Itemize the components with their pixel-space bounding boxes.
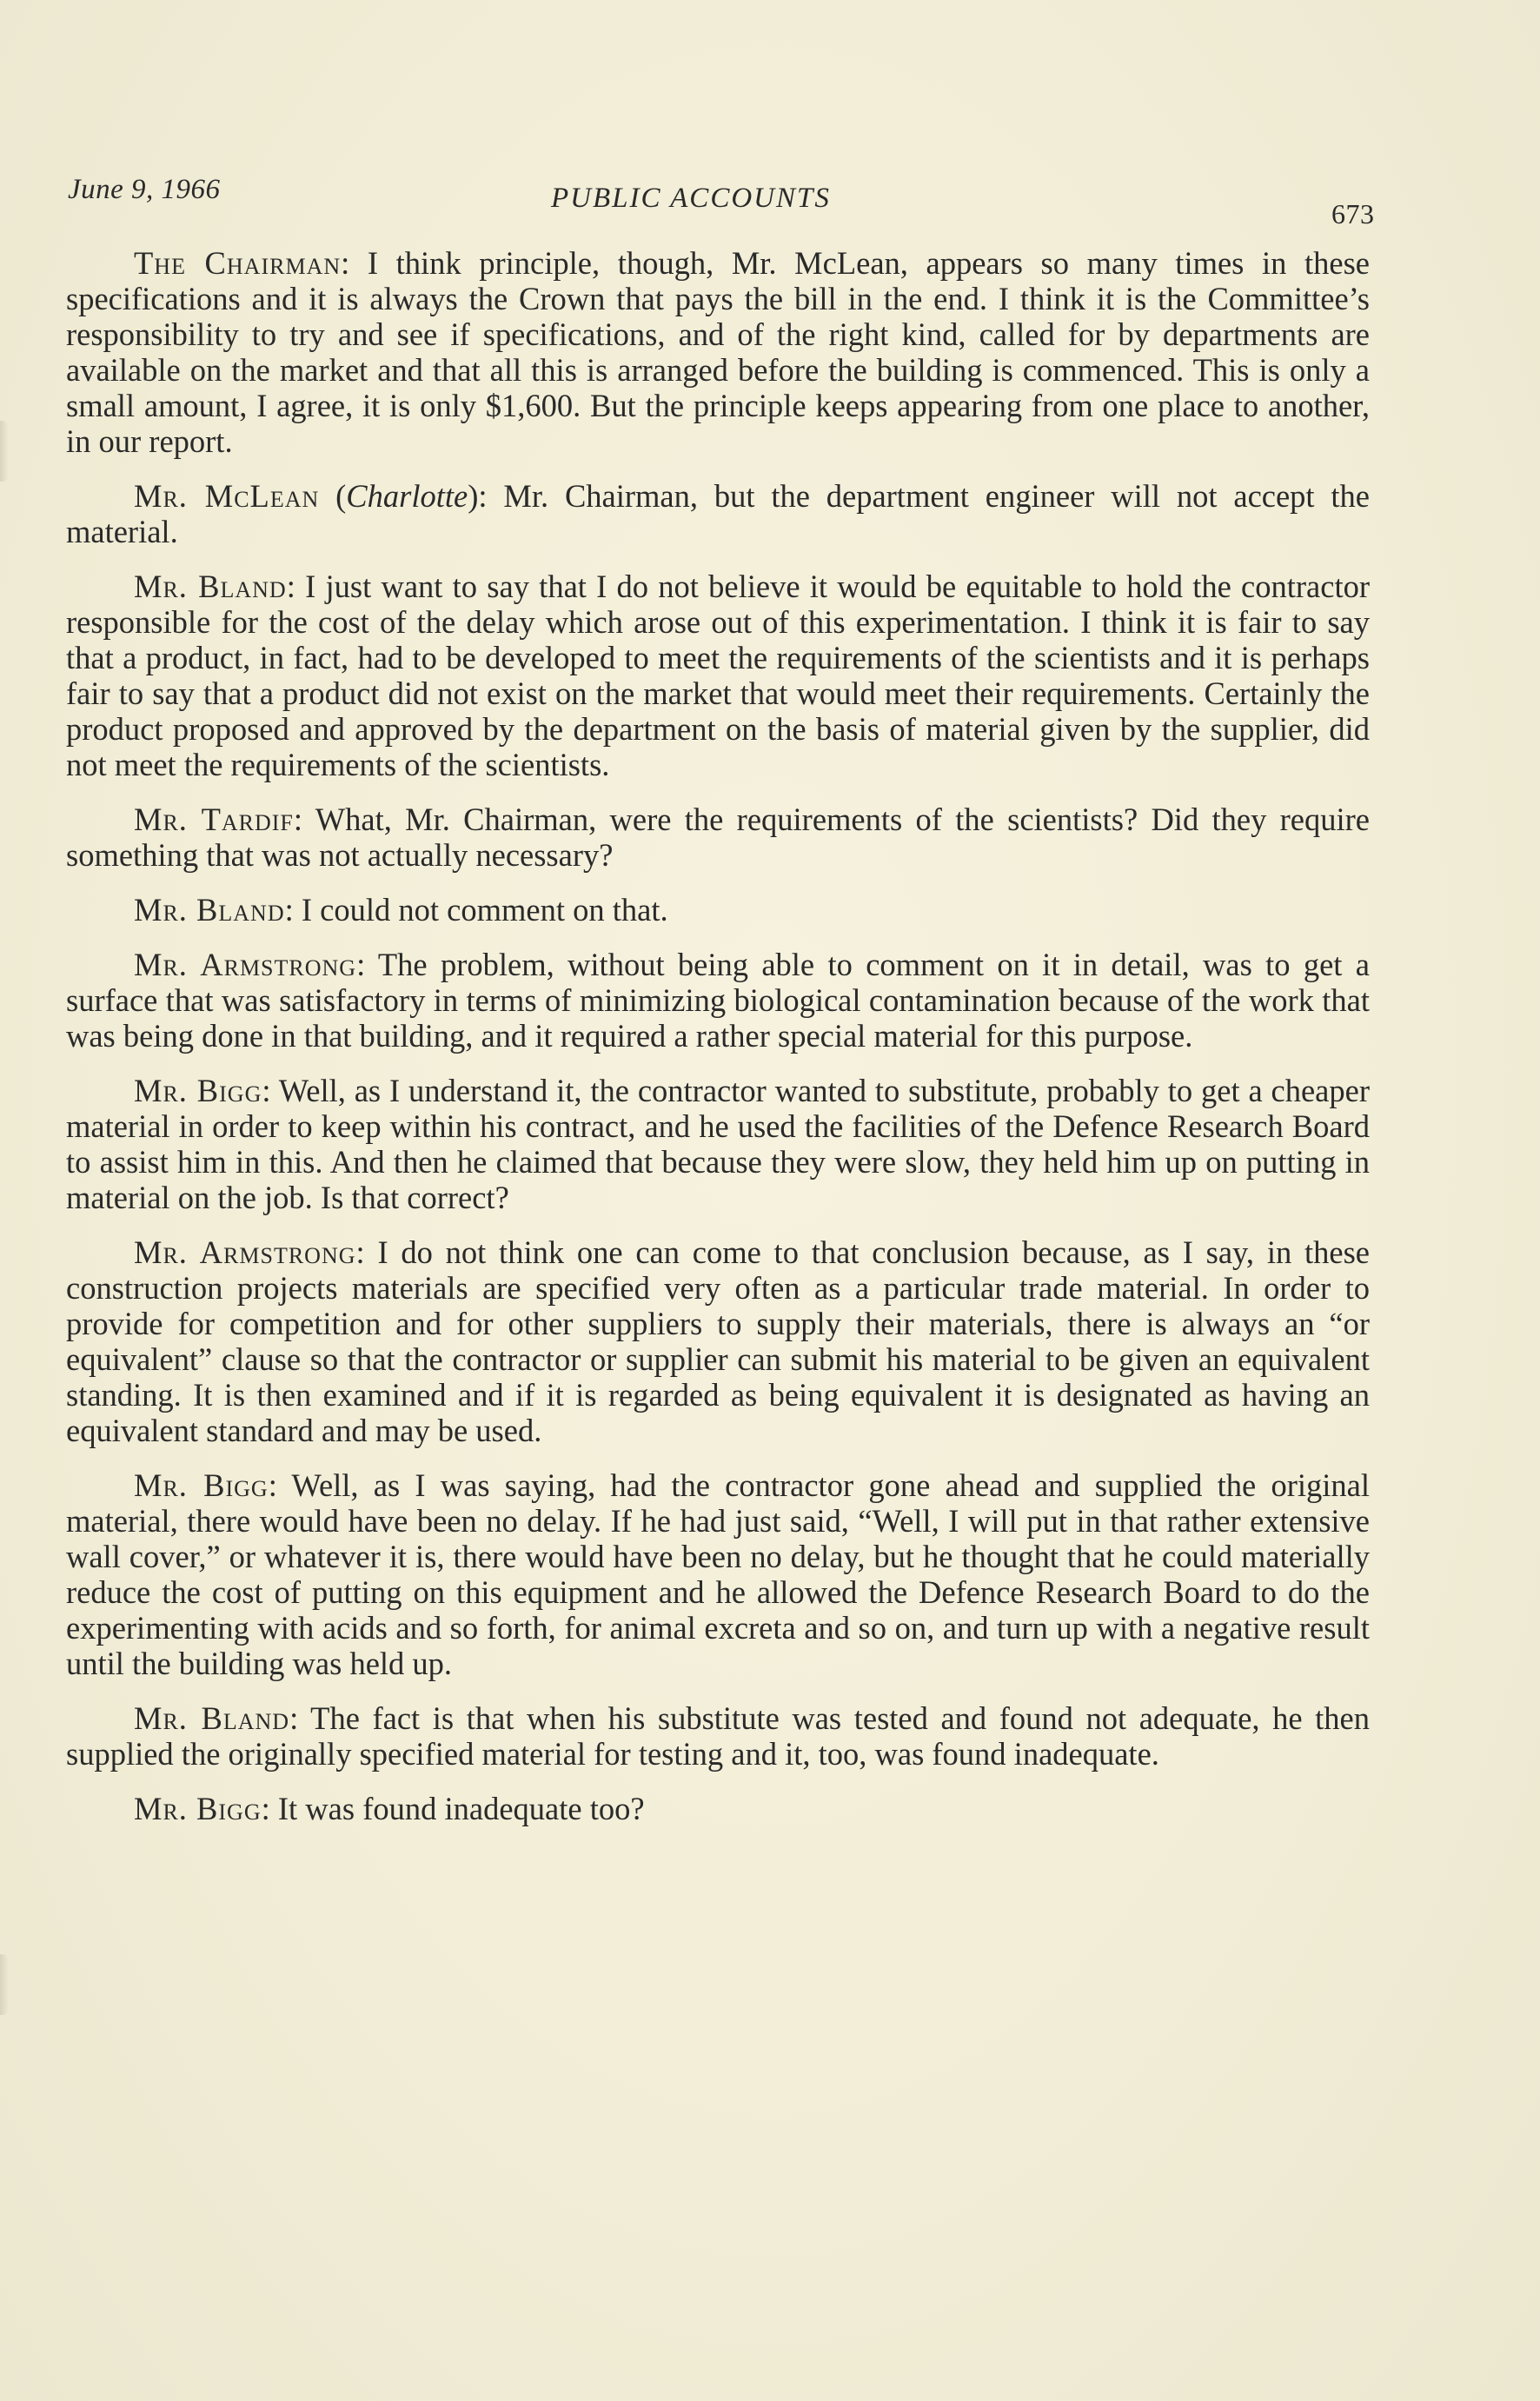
speaker-name: Mr. Bland bbox=[134, 569, 287, 604]
speaker-name: Mr. Bland bbox=[134, 1700, 290, 1736]
paragraph-text: What, Mr. Chairman, were the requirements of the scientists? Did they require something that was not actually necessary? bbox=[66, 801, 1371, 873]
header-title: PUBLIC ACCOUNTS bbox=[551, 183, 831, 214]
paragraph: Mr. Armstrong: I do not think one can come to that conclusion because, as I say, in these construction projects materials are specified very often as a particular trade material. In order to provide for competition and for other suppliers to supply their materials, there is always an “or equivalent” clause so that the contractor or supplier can submit his material to be given an equivalent standing. It is then examined and if it is regarded as being equivalent it is designated as having an equivalent standard and may be used. bbox=[66, 1234, 1370, 1448]
riding-name: Charlotte bbox=[346, 478, 468, 514]
paragraph-text: I think principle, though, Mr. McLean, appears so many times in these specifications and it is always the Crown that pays the bill in the end. I think it is the Committee’s responsibility to try and see if specifications, and of the right kind, called for by departments are available on the market and that all this is arranged before the building is commenced. This is only a small amount, I agree, it is only $1,600. But the principle keeps appearing from one place to another, in our report. bbox=[66, 245, 1370, 459]
speaker-name: Mr. McLean bbox=[134, 478, 320, 514]
running-header bbox=[68, 170, 1380, 231]
paragraph-text: It was found inadequate too? bbox=[277, 1791, 645, 1826]
paragraph: Mr. Bland: The fact is that when his substitute was tested and found not adequate, he then supplied the originally specified material for testing and it, too, was found inadequate. bbox=[66, 1700, 1371, 1772]
paragraph: Mr. Bigg: Well, as I understand it, the contractor wanted to substitute, probably to get a cheaper material in order to keep within his contract, and he used the facilities of the Defence Research Board to assist him in this. And then he claimed that because they were slow, they held him up on putting in material on the job. Is that correct? bbox=[66, 1073, 1370, 1215]
paragraph-text: Well, as I was saying, had the contractor gone ahead and supplied the original material, there would have been no delay. If he had just said, “Well, I will put in that rather extensive wall cover,” or whatever it is, there would have been no delay, but he thought that he could materially reduce the cost of putting on this equipment and he allowed the Defence Research Board to do the experimenting with acids and so forth, for animal excreta and so on, and turn up with a negative result until the building was held up. bbox=[66, 1467, 1371, 1681]
paragraph-text: The fact is that when his substitute was tested and found not adequate, he then supplied the originally specified material for testing and it, too, was found inadequate. bbox=[66, 1700, 1371, 1772]
binding-mark bbox=[0, 421, 9, 482]
paragraph-text: The problem, without being able to comment on it in detail, was to get a surface that was satisfactory in terms of minimizing biological contamination because of the work that was being done in that building, and it required a rather special material for this purpose. bbox=[66, 947, 1370, 1054]
paragraph: Mr. Bland: I could not comment on that. bbox=[134, 892, 668, 928]
paragraph: Mr. Bigg: Well, as I was saying, had the contractor gone ahead and supplied the original material, there would have been no delay. If he had just said, “Well, I will put in that rather extensive wall cover,” or whatever it is, there would have been no delay, but he thought that he could materially reduce the cost of putting on this equipment and he allowed the Defence Research Board to do the experimenting with acids and so forth, for animal excreta and so on, and turn up with a negative result until the building was held up. bbox=[66, 1467, 1371, 1681]
paragraph: Mr. Armstrong: The problem, without being able to comment on it in detail, was to get a surface that was satisfactory in terms of minimizing biological contamination because of the work that was being done in that building, and it required a rather special material for this purpose. bbox=[66, 947, 1370, 1054]
binding-mark bbox=[0, 1954, 9, 2015]
header-date: June 9, 1966 bbox=[68, 174, 221, 205]
paragraph-text: I could not comment on that. bbox=[301, 892, 668, 928]
page-number: 673 bbox=[1331, 198, 1375, 229]
paragraph: Mr. Tardif: What, Mr. Chairman, were the requirements of the scientists? Did they require something that was not actually necessary? bbox=[66, 801, 1371, 873]
paragraph-text: Mr. Chairman, but the department engineer will not accept the material. bbox=[66, 478, 1370, 549]
speaker-name: Mr. Bigg bbox=[134, 1467, 269, 1503]
speaker-name: Mr. Armstrong bbox=[134, 947, 357, 982]
paragraph: Mr. Bland: I just want to say that I do not believe it would be equitable to hold the contractor responsible for the cost of the delay which arose out of this experimentation. I think it is fair to say that a product, in fact, had to be developed to meet the requirements of the scientists and it is perhaps fair to say that a product did not exist on the market that would meet their requirements. Certainly the product proposed and approved by the department on the basis of material given by the supplier, did not meet the requirements of the scientists. bbox=[66, 569, 1370, 782]
speaker-name: The Chairman bbox=[134, 245, 342, 281]
speaker-name: Mr. Tardif bbox=[134, 801, 294, 837]
paragraph-text: Well, as I understand it, the contractor wanted to substitute, probably to get a cheaper material in order to keep within his contract, and he used the facilities of the Defence Research Board to assist him in this. And then he claimed that because they were slow, they held him up on putting in material on the job. Is that correct? bbox=[66, 1073, 1370, 1215]
speaker-name: Mr. Bland bbox=[134, 892, 285, 928]
paragraph: The Chairman: I think principle, though, Mr. McLean, appears so many times in these specifications and it is always the Crown that pays the bill in the end. I think it is the Committee’s responsibility to try and see if specifications, and of the right kind, called for by departments are available on the market and that all this is arranged before the building is commenced. This is only a small amount, I agree, it is only $1,600. But the principle keeps appearing from one place to another, in our report. bbox=[66, 245, 1370, 459]
transcript-body bbox=[66, 245, 1370, 1846]
speaker-name: Mr. Armstrong bbox=[134, 1234, 356, 1270]
paragraph: Mr. McLean (Charlotte): Mr. Chairman, but the department engineer will not accept the material. bbox=[66, 478, 1370, 549]
paragraph-text: I just want to say that I do not believe it would be equitable to hold the contractor responsible for the cost of the delay which arose out of this experimentation. I think it is fair to say that a product, in fact, had to be developed to meet the requirements of the scientists and it is perhaps fair to say that a product did not exist on the market that would meet their requirements. Certainly the product proposed and approved by the department on the basis of material given by the supplier, did not meet the requirements of the scientists. bbox=[66, 569, 1370, 782]
speaker-name: Mr. Bigg bbox=[134, 1791, 262, 1826]
speaker-name: Mr. Bigg bbox=[134, 1073, 262, 1108]
paragraph-text: I do not think one can come to that conclusion because, as I say, in these construction projects materials are specified very often as a particular trade material. In order to provide for competition and for other suppliers to supply their materials, there is always an “or equivalent” clause so that the contractor or supplier can submit his material to be given an equivalent standing. It is then examined and if it is regarded as being equivalent it is designated as having an equivalent standard and may be used. bbox=[66, 1234, 1370, 1448]
paragraph: Mr. Bigg: It was found inadequate too? bbox=[134, 1791, 645, 1826]
